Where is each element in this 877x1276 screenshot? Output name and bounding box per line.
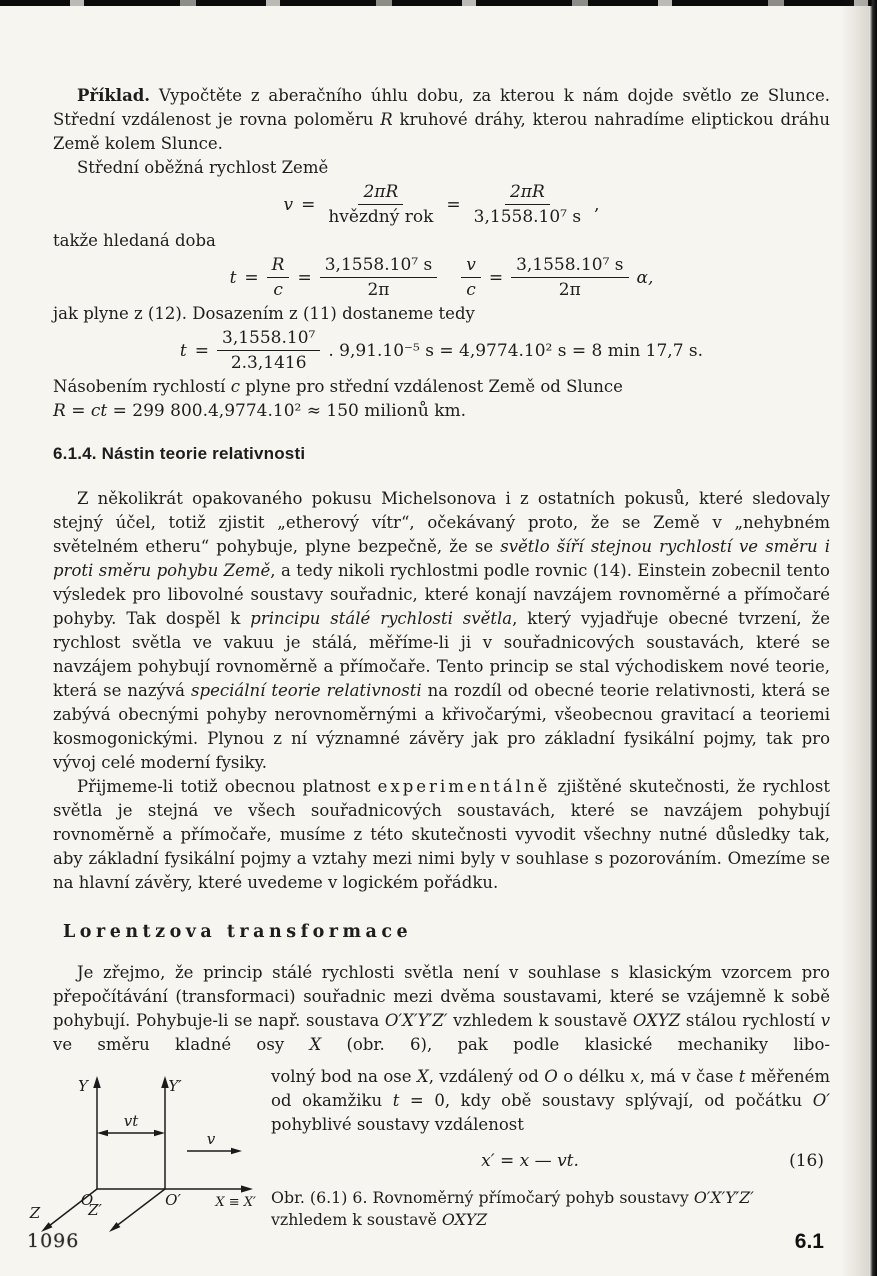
var-t: t [179,340,187,361]
velocity-arrow [187,1148,242,1154]
x-axis-label: X ≡ X′ [215,1195,256,1210]
equation-earth-sun-distance: R = ct = 299 800.4,9774.10² ≈ 150 milionů km. [53,401,467,421]
var-ct: ct [90,401,108,421]
var-v: v [820,1011,831,1030]
fraction: $\frac{v}{c}$ [461,255,481,300]
figure-caption: Obr. (6.1) 6. Rovnoměrný přímočarý pohyb soustavy O′X′Y′Z′ vzhledem k soustavě OXYZ [271,1188,754,1229]
fraction: $\frac{2\pi R}{\text{hvězdný rok}}$ [328,182,434,227]
var-X: X [309,1035,322,1054]
example-paragraph [53,84,830,156]
fraction: $\frac{\text{3,1558.10⁷ s}}{2\pi}$ [320,255,437,300]
vt-distance-arrow [97,1130,165,1137]
paragraph-experimental: Přijmeme-li totiž obecnou platnost experimentálně zjištěné skutečnosti, že rychlost světla je stejná ve všech souřadnicových soustavách, které se navzájem pohybují rovnoměrně a přímočaře, musíme z této skutečnosti vyvodit všechny nutné důsledky tak, aby základní fysikální pojmy a vztahy mezi nimi byly v souhlase s pozorováním. Omezíme se na hlavní závěry, které uvedeme v logickém pořádku. [53,777,830,892]
page-number: 1096 [27,1230,80,1252]
scan-top-edge [0,0,877,6]
vt-label: vt [123,1112,139,1130]
rel-eq: = [244,267,259,288]
v-label: v [206,1130,216,1148]
equation-orbital-velocity [53,182,830,227]
var-c: c [230,377,240,396]
var-t: t [229,267,237,288]
example-label: Příklad. [77,86,151,105]
var-OXYZ: OXYZ [632,1011,681,1030]
rel-eq: = [301,194,316,215]
var-R: R [380,110,393,129]
var-alpha: α, [636,267,654,288]
paragraph-relativity-intro: Z několikrát opakovaného pokusu Michelsonova i z ostatních pokusů, které sledovaly stejný účel, totiž zjistit „etherový vítr“, očekávaný proto, že se Země v „nehybném světelném etheru“ pohybuje, plyne bezpečně, že se světlo šíří stejnou rychlostí ve směru i proti směru pohybu Země, a tedy nikoli rychlostmi podle rovnic (14). Einstein zobecnil tento výsledek pro libovolné soustavy souřadnic, které konají navzájem rovnoměrné a přímočaré pohyby. Tak dospěl k principu stálé rychlosti světla, který vyjadřuje obecné tvrzení, že rychlost světla ve vakuu je stálá, měříme-li ji v souřadnicových soustavách, které se navzájem pohybují rovnoměrně a přímočaře. Tento princip se stal východiskem nové teorie, která se nazývá speciální teorie relativnosti na rozdíl od obecné teorie relativnosti, která se zabývá obecnými pohyby nerovnoměrnými a křivočarými, všeobecnou gravitací a teoriemi kosmogonickými. Plynou z ní významné závěry jak pro základní fysikální pojmy, tak pro vývoj celé moderní fysiky. [53,489,831,772]
figure-coordinate-systems [25,1071,257,1241]
var-OXYZ-prime: O′X′Y′Z′ [384,1011,448,1030]
equation-16-number: (16) [789,1151,824,1171]
equation-16 [271,1149,824,1173]
continuation-takze: takže hledaná doba [53,231,216,250]
rel-eq: = [446,194,461,215]
var-v: v [283,194,294,215]
rel-eq: = [297,267,312,288]
scan-gutter-shadow [841,0,869,1276]
rel-eq: = [488,267,504,288]
fraction: $\frac{\text{3,1558.10⁷}}{2.3,1416}$ [217,328,320,373]
section-heading: 6.1.4. Nástin teorie relativnosti [53,444,306,463]
fraction: $\frac{2\pi R}{\text{3,1558.10⁷ s}}$ [473,182,582,227]
equation-16-body: x′ = x — vt. [481,1151,579,1171]
y-prime-axis-label: Y′ [168,1077,182,1095]
equation-travel-time [53,255,830,300]
y-axis-label: Y [78,1077,88,1095]
paragraph-nasobenim: Násobením rychlostí c plyne pro střední vzdálenost Země od Slunce [53,377,623,396]
fraction: $\frac{\text{3,1558.10⁷ s}}{2\pi}$ [511,255,628,300]
origin-prime-label: O′ [165,1191,181,1209]
rel-eq: = [194,340,210,361]
coordinate-systems-diagram [25,1071,257,1241]
section-number: 6.1 [794,1230,824,1253]
continuation-jak: jak plyne z (12). Dosazením z (11) dostaneme tedy [53,304,475,323]
eq-tail: , [594,194,600,215]
z-axis-label: Z [29,1204,41,1222]
eq-tail: . 9,91.10⁻⁵ s = 4,9774.10² s = 8 min 17,7 s. [328,340,704,361]
equation-travel-time-value [53,328,830,373]
example-text: Vypočtěte z aberačního úhlu dobu, za kterou k nám dojde světlo ze Slunce. Střední vzdálenost je rovna poloměru [53,86,830,129]
example-text-2: kruhové dráhy, kterou nahradíme eliptickou dráhu Země kolem Slunce. [53,110,830,153]
paragraph-lorentz-continued: volný bod na ose X, vzdálený od O o délku x, má v čase t měřeném od okamžiku t = 0, kdy obě soustavy splývají, od počátku O′ pohyblivé soustavy vzdálenost [271,1067,830,1134]
orbital-speed-line: Střední oběžná rychlost Země [77,158,329,177]
emphasized-word: experimentálně [377,777,551,796]
z-prime-axis-label: Z′ [88,1201,102,1219]
subheading-lorentz: Lorentzova transformace [63,922,413,942]
scan-right-edge [869,0,877,1276]
origin-label: O [80,1191,94,1209]
paragraph-lorentz-intro: Je zřejmo, že princip stálé rychlosti světla není v souhlase s klasickým vzorcem pro přepočítávání (transformaci) souřadnic mezi dvěma soustavami, které se vzájemně k sobě pohybují. Pohybuje-li se např. soustava O′X′Y′Z′ vzhledem k soustavě OXYZ stálou rychlostí v ve směru kladné osy X (obr. 6), pak podle klasické mechaniky libo- [53,963,831,1054]
z-prime-axis [109,1189,165,1232]
fraction: $\frac{R}{c}$ [267,255,290,300]
var-R: R [53,401,66,421]
